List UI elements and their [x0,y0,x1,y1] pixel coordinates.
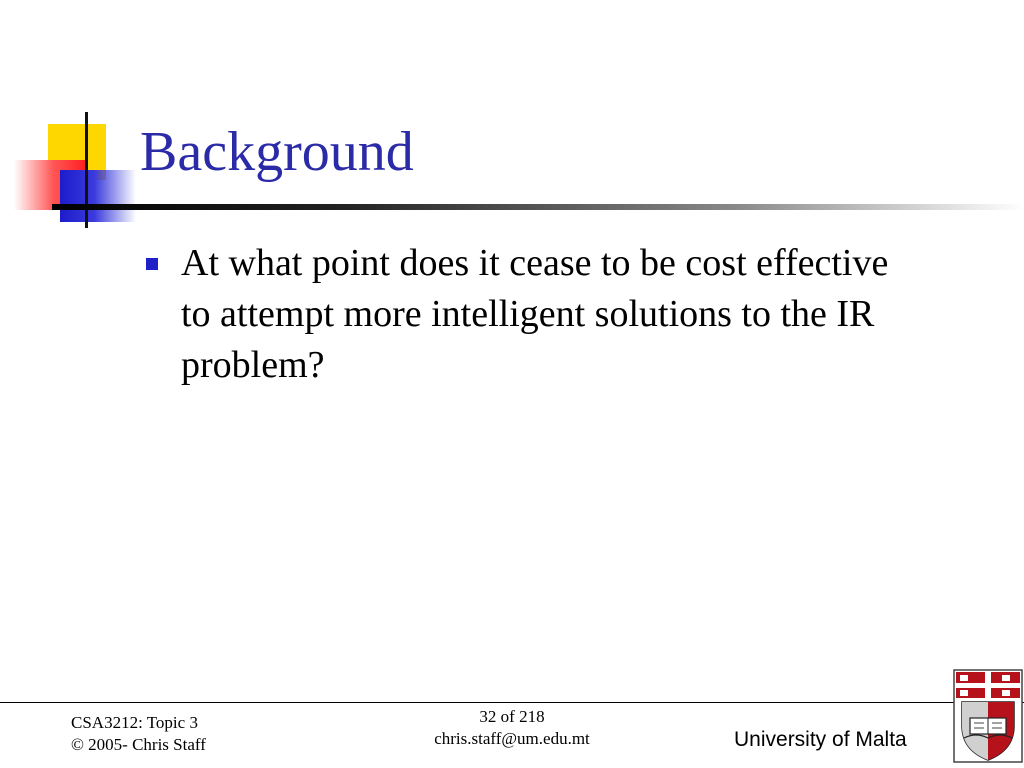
footer-institution: University of Malta [734,728,907,751]
university-crest-icon [952,666,1024,766]
square-bullet-icon [146,258,158,270]
bullet-text: At what point does it cease to be cost effective to attempt more intelligent solutions to the IR problem? [181,242,889,386]
footer-page-info [400,706,624,750]
footer-course-info [71,712,206,756]
footer-email: chris.staff@um.edu.mt [434,729,590,748]
title-decoration-vertical-line [85,112,88,228]
footer-divider [0,702,1024,703]
title-decoration-blue-square [60,170,136,222]
title-underline [52,204,1024,210]
page-number: 32 of 218 [479,707,545,726]
slide-title: Background [140,121,414,183]
footer-course: CSA3212: Topic 3 [71,713,198,732]
bullet-item [146,238,906,391]
bullet-list [146,238,906,391]
footer-copyright: © 2005- Chris Staff [71,735,206,754]
